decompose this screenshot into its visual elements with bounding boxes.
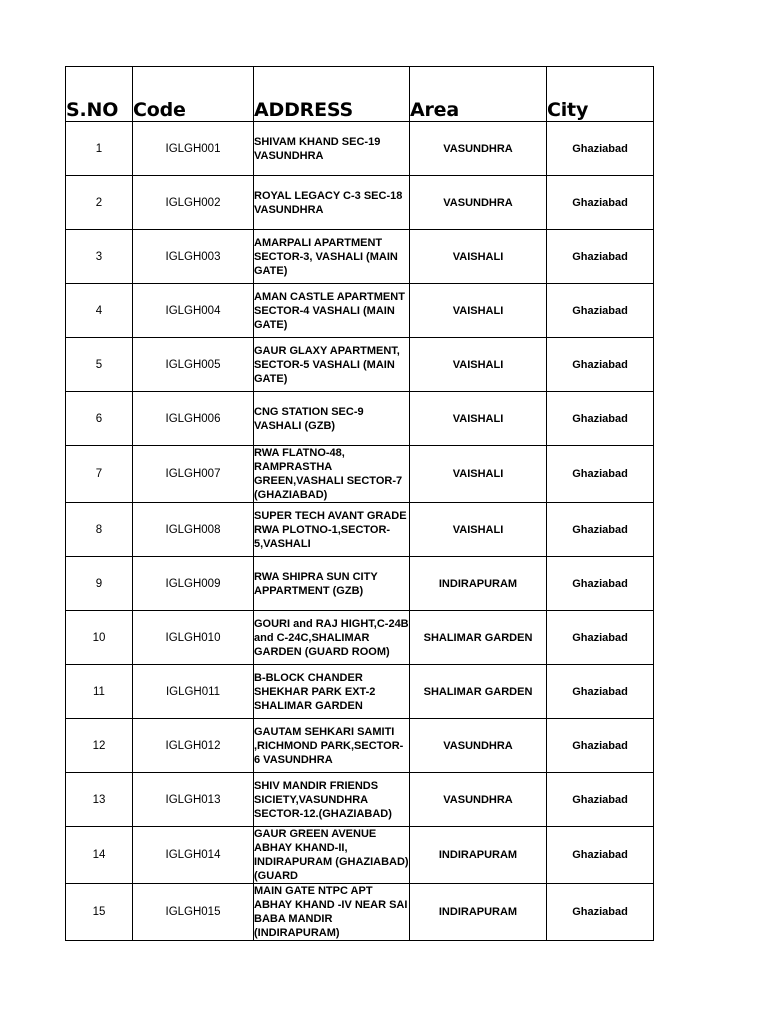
cell-sno: 13: [66, 773, 133, 827]
cell-address: B-BLOCK CHANDER SHEKHAR PARK EXT-2 SHALIMAR GARDEN: [254, 665, 410, 719]
cell-city: Ghaziabad: [547, 338, 654, 392]
cell-city: Ghaziabad: [547, 827, 654, 884]
table-row: [66, 230, 654, 284]
table-row: [66, 827, 654, 884]
cell-address: AMARPALI APARTMENT SECTOR-3, VASHALI (MAIN GATE): [254, 230, 410, 284]
cell-code: IGLGH001: [133, 122, 254, 176]
cell-sno: 9: [66, 557, 133, 611]
cell-address: SHIV MANDIR FRIENDS SICIETY,VASUNDHRA SECTOR-12.(GHAZIABAD): [254, 773, 410, 827]
table-row: [66, 446, 654, 503]
cell-code: IGLGH004: [133, 284, 254, 338]
cell-city: Ghaziabad: [547, 392, 654, 446]
cell-code: IGLGH012: [133, 719, 254, 773]
cell-area: VAISHALI: [410, 392, 547, 446]
cell-area: SHALIMAR GARDEN: [410, 665, 547, 719]
cell-sno: 2: [66, 176, 133, 230]
cell-address: CNG STATION SEC-9 VASHALI (GZB): [254, 392, 410, 446]
cell-address: GAUR GLAXY APARTMENT, SECTOR-5 VASHALI (MAIN GATE): [254, 338, 410, 392]
table-row: [66, 884, 654, 941]
cell-sno: 14: [66, 827, 133, 884]
table-row: [66, 773, 654, 827]
cell-sno: 4: [66, 284, 133, 338]
cell-sno: 11: [66, 665, 133, 719]
cell-area: INDIRAPURAM: [410, 557, 547, 611]
cell-address: ROYAL LEGACY C-3 SEC-18 VASUNDHRA: [254, 176, 410, 230]
cell-address: GAUR GREEN AVENUE ABHAY KHAND-II, INDIRAPURAM (GHAZIABAD) (GUARD: [254, 828, 409, 882]
cell-code: IGLGH009: [133, 557, 254, 611]
header-code: Code: [133, 67, 254, 122]
cell-address: MAIN GATE NTPC APT ABHAY KHAND -IV NEAR SAI BABA MANDIR (INDIRAPURAM): [254, 884, 410, 941]
cell-city: Ghaziabad: [547, 503, 654, 557]
cell-sno: 8: [66, 503, 133, 557]
table-row: [66, 611, 654, 665]
cell-code: IGLGH014: [133, 827, 254, 884]
header-city: City: [547, 67, 654, 122]
cell-sno: 15: [66, 884, 133, 941]
cell-area: VAISHALI: [410, 446, 547, 503]
cell-code: IGLGH002: [133, 176, 254, 230]
cell-sno: 12: [66, 719, 133, 773]
cell-code: IGLGH003: [133, 230, 254, 284]
cell-city: Ghaziabad: [547, 284, 654, 338]
cell-code: IGLGH011: [133, 665, 254, 719]
cell-city: Ghaziabad: [547, 557, 654, 611]
table-row: [66, 665, 654, 719]
table-row: [66, 503, 654, 557]
cell-address: SUPER TECH AVANT GRADE RWA PLOTNO-1,SECTOR-5,VASHALI: [254, 503, 410, 557]
cell-city: Ghaziabad: [547, 719, 654, 773]
cell-city: Ghaziabad: [547, 230, 654, 284]
cell-city: Ghaziabad: [547, 611, 654, 665]
header-sno: S.NO: [66, 67, 133, 122]
cell-sno: 3: [66, 230, 133, 284]
header-area: Area: [410, 67, 547, 122]
table-row: [66, 176, 654, 230]
table-row: [66, 338, 654, 392]
cell-code: IGLGH013: [133, 773, 254, 827]
cell-area: INDIRAPURAM: [410, 884, 547, 941]
cell-address: GOURI and RAJ HIGHT,C-24B and C-24C,SHALIMAR GARDEN (GUARD ROOM): [254, 611, 410, 665]
table-row: [66, 719, 654, 773]
cell-address: GAUTAM SEHKARI SAMITI ,RICHMOND PARK,SECTOR-6 VASUNDHRA: [254, 719, 410, 773]
cell-code: IGLGH008: [133, 503, 254, 557]
cell-area: VASUNDHRA: [410, 176, 547, 230]
table-row: [66, 392, 654, 446]
cell-city: Ghaziabad: [547, 176, 654, 230]
cell-city: Ghaziabad: [547, 884, 654, 941]
header-address: ADDRESS: [254, 67, 410, 122]
cell-address: RWA SHIPRA SUN CITY APPARTMENT (GZB): [254, 557, 410, 611]
cell-city: Ghaziabad: [547, 773, 654, 827]
cell-area: VAISHALI: [410, 338, 547, 392]
cell-area: VAISHALI: [410, 503, 547, 557]
cell-code: IGLGH015: [133, 884, 254, 941]
table-row: [66, 284, 654, 338]
cell-area: VASUNDHRA: [410, 773, 547, 827]
cell-city: Ghaziabad: [547, 665, 654, 719]
table-body: [66, 122, 654, 941]
cell-area: INDIRAPURAM: [410, 827, 547, 884]
cell-sno: 6: [66, 392, 133, 446]
cell-area: VAISHALI: [410, 284, 547, 338]
cell-sno: 5: [66, 338, 133, 392]
cell-code: IGLGH005: [133, 338, 254, 392]
cell-area: VASUNDHRA: [410, 122, 547, 176]
cell-sno: 1: [66, 122, 133, 176]
cell-address: SHIVAM KHAND SEC-19 VASUNDHRA: [254, 122, 410, 176]
cell-area: SHALIMAR GARDEN: [410, 611, 547, 665]
table-row: [66, 122, 654, 176]
address-table: [65, 66, 654, 941]
cell-address: RWA FLATNO-48, RAMPRASTHA GREEN,VASHALI SECTOR-7 (GHAZIABAD): [254, 446, 410, 503]
cell-code: IGLGH006: [133, 392, 254, 446]
cell-area: VAISHALI: [410, 230, 547, 284]
cell-code: IGLGH010: [133, 611, 254, 665]
header-row: [66, 67, 654, 122]
cell-sno: 7: [66, 446, 133, 503]
cell-sno: 10: [66, 611, 133, 665]
cell-code: IGLGH007: [133, 446, 254, 503]
cell-area: VASUNDHRA: [410, 719, 547, 773]
cell-city: Ghaziabad: [547, 122, 654, 176]
cell-city: Ghaziabad: [547, 446, 654, 503]
cell-address: AMAN CASTLE APARTMENT SECTOR-4 VASHALI (MAIN GATE): [254, 284, 410, 338]
table-row: [66, 557, 654, 611]
